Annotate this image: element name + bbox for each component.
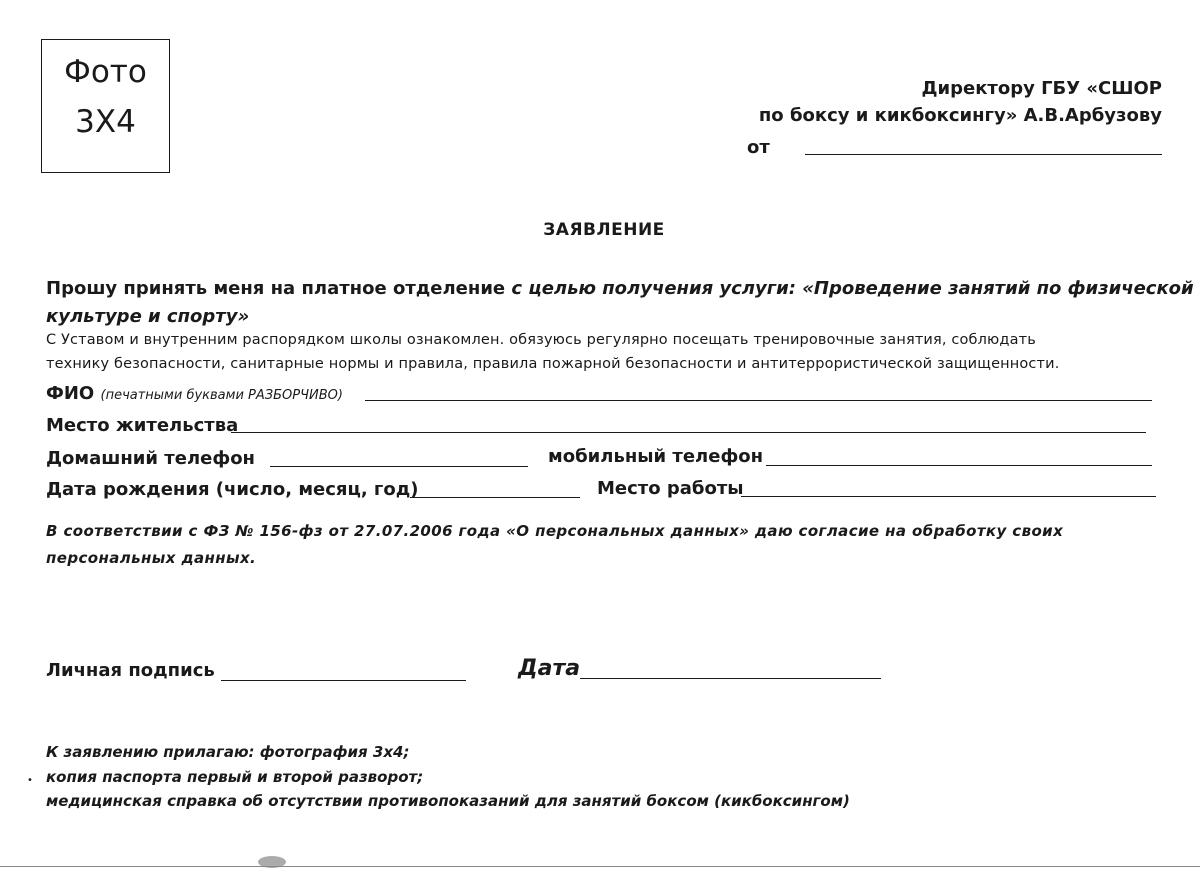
addressee-line-2: по боксу и кикбоксингу» А.В.Арбузову: [758, 105, 1162, 126]
attachments-line-2: копия паспорта первый и второй разворот;: [46, 768, 424, 786]
fio-field[interactable]: [365, 400, 1152, 401]
photo-size: 3Х4: [75, 104, 136, 140]
residence-label: Место жительства: [46, 415, 239, 436]
fio-label-text: ФИО: [46, 383, 95, 404]
birth-date-label: Дата рождения (число, месяц, год): [46, 479, 419, 500]
request-line-1: [46, 278, 1194, 299]
consent-line-1: В соответствии с ФЗ № 156-фз от 27.07.2006 года «О персональных данных» даю согласие на обработку своих: [46, 522, 1064, 540]
signature-field[interactable]: [221, 680, 466, 681]
photo-label: Фото: [64, 54, 147, 90]
signature-label: Личная подпись: [46, 660, 215, 681]
scan-edge: [0, 866, 1200, 867]
consent-line-2: персональных данных.: [46, 549, 257, 567]
mobile-phone-label: мобильный телефон: [548, 446, 764, 467]
date-field[interactable]: [580, 678, 881, 679]
mobile-phone-field[interactable]: [766, 465, 1152, 466]
from-label: от: [747, 137, 770, 158]
home-phone-field[interactable]: [270, 466, 528, 467]
home-phone-label: Домашний телефон: [46, 448, 255, 469]
fio-label: [46, 383, 343, 404]
fio-hint: (печатными буквами РАЗБОРЧИВО): [100, 388, 343, 403]
request-part-1: Прошу принять меня на платное отделение: [46, 278, 512, 299]
photo-placeholder: [41, 39, 170, 173]
bullet-mark: •: [27, 775, 33, 786]
residence-field[interactable]: [231, 432, 1146, 433]
rules-line-2: технику безопасности, санитарные нормы и правила, правила пожарной безопасности и антитеррористической защищенности.: [46, 356, 1060, 372]
rules-line-1: С Уставом и внутренним распорядком школы ознакомлен. обязуюсь регулярно посещать тренировочные занятия, соблюдать: [46, 332, 1036, 348]
addressee-line-1: Директору ГБУ «СШОР: [921, 78, 1162, 99]
workplace-label: Место работы: [597, 478, 744, 499]
attachments-line-3: медицинская справка об отсутствии противопоказаний для занятий боксом (кикбоксингом): [46, 792, 850, 810]
request-part-2: с целью получения услуги: «Проведение занятий по физической: [511, 278, 1194, 299]
attachments-line-1: К заявлению прилагаю: фотография 3х4;: [46, 743, 410, 761]
workplace-field[interactable]: [741, 496, 1156, 497]
request-line-2: культуре и спорту»: [46, 306, 250, 327]
document-title: ЗАЯВЛЕНИЕ: [543, 220, 665, 240]
birth-date-field[interactable]: [410, 497, 580, 498]
date-label: Дата: [518, 656, 581, 681]
from-field[interactable]: [805, 154, 1162, 155]
